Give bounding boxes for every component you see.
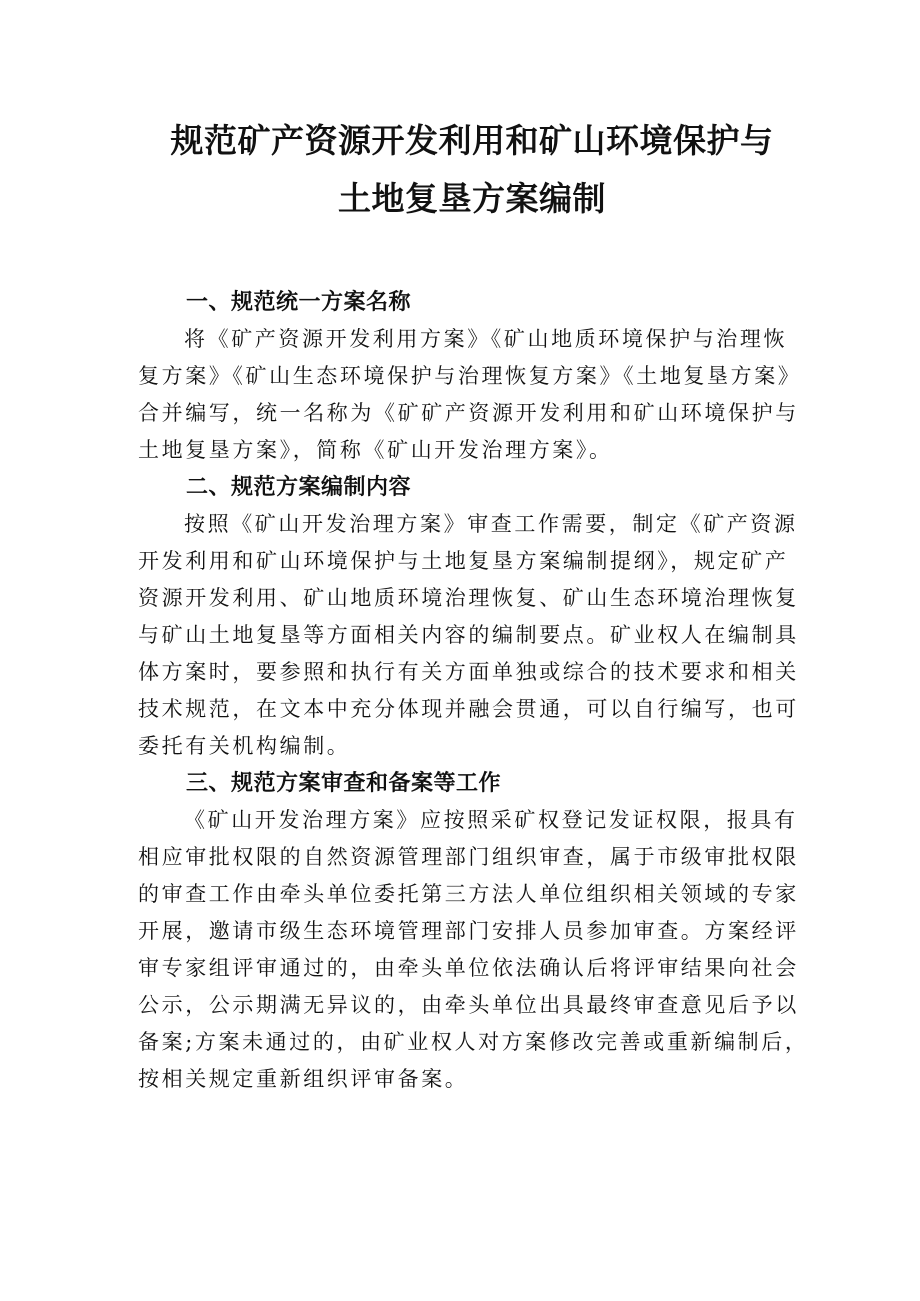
section-1-heading: 一、规范统一方案名称	[186, 290, 412, 315]
paragraph-line: 《矿山开发治理方案》应按照采矿权登记发证权限，报具有	[184, 808, 798, 832]
paragraph-line: 合并编写，统一名称为《矿矿产资源开发利用和矿山环境保护与	[138, 401, 799, 425]
paragraph-line: 按相关规定重新组织评审备案。	[138, 1067, 469, 1091]
section-3-heading: 三、规范方案审查和备案等工作	[186, 771, 502, 796]
section-2-heading: 二、规范方案编制内容	[186, 475, 412, 500]
paragraph-line: 备案;方案未通过的，由矿业权人对方案修改完善或重新编制后，	[138, 1030, 809, 1054]
paragraph-line: 与矿山土地复垦等方面相关内容的编制要点。矿业权人在编制具	[138, 623, 799, 647]
title-line-1: 规范矿产资源开发利用和矿山环境保护与	[170, 121, 774, 160]
section-2-paragraph	[138, 506, 806, 765]
paragraph-line: 开发利用和矿山环境保护与土地复垦方案编制提纲》，规定矿产	[138, 549, 789, 573]
paragraph-line: 公示，公示期满无异议的，由牵头单位出具最终审查意见后予以	[138, 993, 799, 1017]
paragraph-line: 将《矿产资源开发利用方案》《矿山地质环境保护与治理恢	[184, 327, 788, 351]
paragraph-line: 资源开发利用、矿山地质环境治理恢复、矿山生态环境治理恢复	[138, 586, 799, 610]
section-1	[138, 284, 806, 469]
paragraph-line: 按照《矿山开发治理方案》审查工作需要，制定《矿产资源	[184, 512, 798, 536]
document-title	[138, 112, 806, 228]
title-spacing	[138, 228, 806, 284]
section-1-paragraph	[138, 321, 806, 469]
paragraph-line: 委托有关机构编制。	[138, 734, 351, 758]
paragraph-line: 审专家组评审通过的，由牵头单位依法确认后将评审结果向社会	[138, 956, 799, 980]
section-3	[138, 765, 809, 1098]
paragraph-line: 复方案》《矿山生态环境保护与治理恢复方案》《土地复垦方案》	[138, 364, 802, 388]
paragraph-line: 开展，邀请市级生态环境管理部门安排人员参加审查。方案经评	[138, 919, 799, 943]
paragraph-line: 技术规范，在文本中充分体现并融会贯通，可以自行编写，也可	[138, 697, 799, 721]
title-line-2: 土地复垦方案编制	[338, 179, 606, 218]
paragraph-line: 土地复垦方案》，简称《矿山开发治理方案》。	[138, 438, 613, 462]
paragraph-line: 体方案时，要参照和执行有关方面单独或综合的技术要求和相关	[138, 660, 799, 684]
section-2	[138, 469, 806, 765]
paragraph-line: 相应审批权限的自然资源管理部门组织审查，属于市级审批权限	[138, 845, 799, 869]
paragraph-line: 的审查工作由牵头单位委托第三方法人单位组织相关领域的专家	[138, 882, 799, 906]
section-3-paragraph	[138, 802, 809, 1098]
